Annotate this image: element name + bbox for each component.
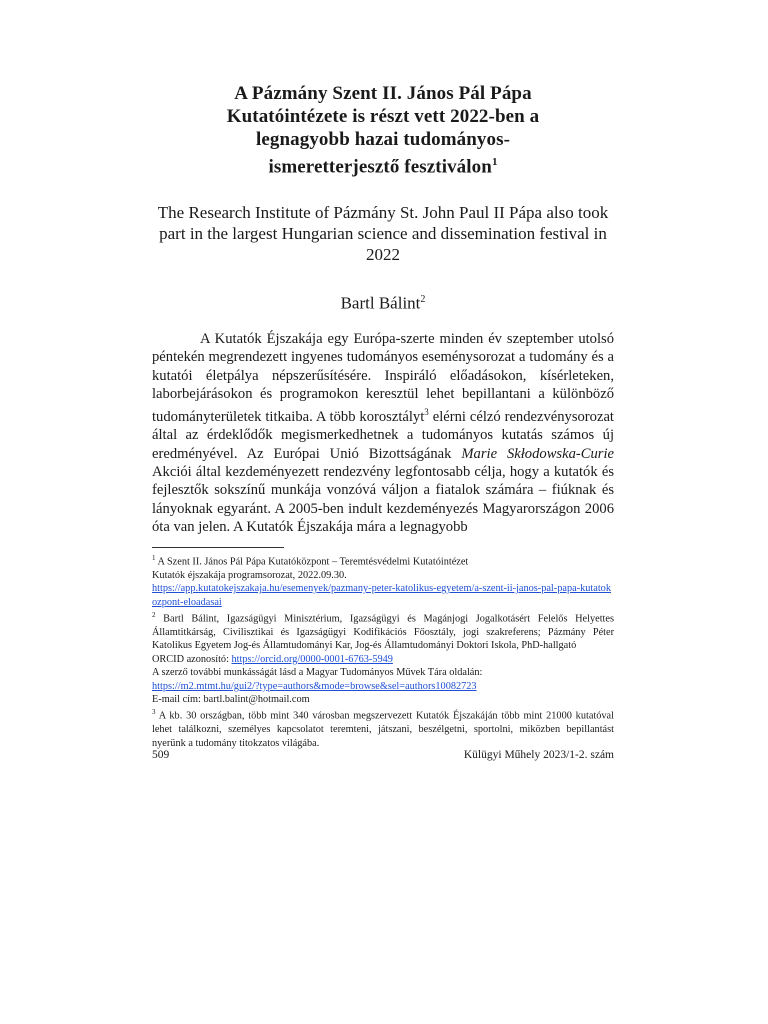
footnote-1-link[interactable]: https://app.kutatokejszakaja.hu/esemenyek/pazmany-peter-katolikus-egyetem/a-szent-ii-janos-pal-papa-kutatokozpont-eloadasai [152,583,611,608]
author-line [152,289,614,314]
footnote-2-text: Bartl Bálint, Igazságügyi Minisztérium, Igazságügyi és Magánjogi Jogalkotásért Felelős Helyettes Államtitkárság, Civilisztikai és Igazságügyi Kodifikációs Főosztály, jogi szakreferens; Pázmány Péter Katolikus Egyetem Jog-és Államtudományi Kar, Jog-és Államtudományi Doktori Iskola, PhD-hallgató [152,613,614,652]
email-line: E-mail cím: bartl.balint@hotmail.com [152,694,310,706]
body-text-part-2: elérni célzó rendezvénysorozat által az érdeklődők megismerkedhetnek a tudományos kutatás számos új eredményével. Az Európai Unió Bizottságának [152,409,614,462]
mtmt-text: A szerző további munkásságát lásd a Magyar Tudományos Művek Tára oldalán: [152,667,483,679]
title-line-4 [152,151,614,178]
author-footnote-mark: 2 [420,294,426,306]
footnote-1-line-1: A Szent II. János Pál Pápa Kutatóközpont – Teremtésvédelmi Kutatóintézet [155,556,469,568]
title-line-4-text: ismeretterjesztő fesztiválon [268,156,492,178]
title-line-3: legnagyobb hazai tudományos- [255,129,511,150]
title-footnote-mark: 1 [491,156,498,168]
english-subtitle: The Research Institute of Pázmány St. John Paul II Pápa also took part in the largest Hungarian science and dissemination festival in 2022 [157,203,609,265]
body-italic-name: Marie Skłodowska-Curie [461,445,614,462]
orcid-label: ORCID azonosító: [152,653,232,665]
article-title [152,82,614,178]
page-number: 509 [152,749,170,761]
body-footnote-mark-3: 3 [424,407,429,418]
footnote-1-mark: 1 [152,554,156,563]
body-paragraph [152,330,614,536]
author-name: Bartl Bálint [340,293,421,313]
footnote-1-line-2: Kutatók éjszakája programsorozat, 2022.09.30. [152,569,347,581]
mtmt-link[interactable]: https://m2.mtmt.hu/gui2/?type=authors&mode=browse&sel=authors10082723 [152,680,477,692]
footnote-separator [152,547,284,548]
title-line-2: Kutatóintézete is részt vett 2022-ben a [226,106,540,127]
footnote-3-mark: 3 [152,708,156,717]
footnote-3 [152,706,614,750]
footnote-2-mark: 2 [152,611,156,620]
footnote-2 [152,609,614,653]
title-line-1: A Pázmány Szent II. János Pál Pápa [234,83,532,104]
body-text-part-3: Akciói által kezdeményezett rendezvény legfontosabb célja, hogy a kutatók és fejlesztők sokszínű munkája vonzóvá váljon a fiatalok számára – fiúknak és lányoknak egyaránt. A 2005-ben indult kezdeményezés Magyarországon 2006 óta van jelen. A Kutatók Éjszakája mára a legnagyobb [152,463,614,535]
orcid-line [152,653,614,666]
footnotes [152,552,614,750]
page-content [152,82,614,750]
footnote-3-text: A kb. 30 országban, több mint 340 városban megszervezett Kutatók Éjszakáján több mint 21000 kutatóval lehet találkozni, személyes kapcsolatot teremteni, játszani, beszélgetni, sportolni, miközben bepillantást nyerünk a tudomány titokzatos világába. [152,710,614,749]
page-footer [152,749,614,761]
orcid-link[interactable]: https://orcid.org/0000-0001-6763-5949 [231,653,393,665]
body-text-part-1: A Kutatók Éjszakája egy Európa-szerte minden év szeptember utolsó péntekén megrendezett ingyenes tudományos eseménysorozat a tudomány és a kutatói életpálya népszerűsítésére. Inspiráló előadásokon, kísérleteken, laborbejárásokon és programokon keresztül lehet bepillantani a különböző tudományterületek titkaiba. A több korosztályt [152,330,614,426]
journal-issue: Külügyi Műhely 2023/1-2. szám [463,749,614,761]
footnote-1 [152,552,614,569]
